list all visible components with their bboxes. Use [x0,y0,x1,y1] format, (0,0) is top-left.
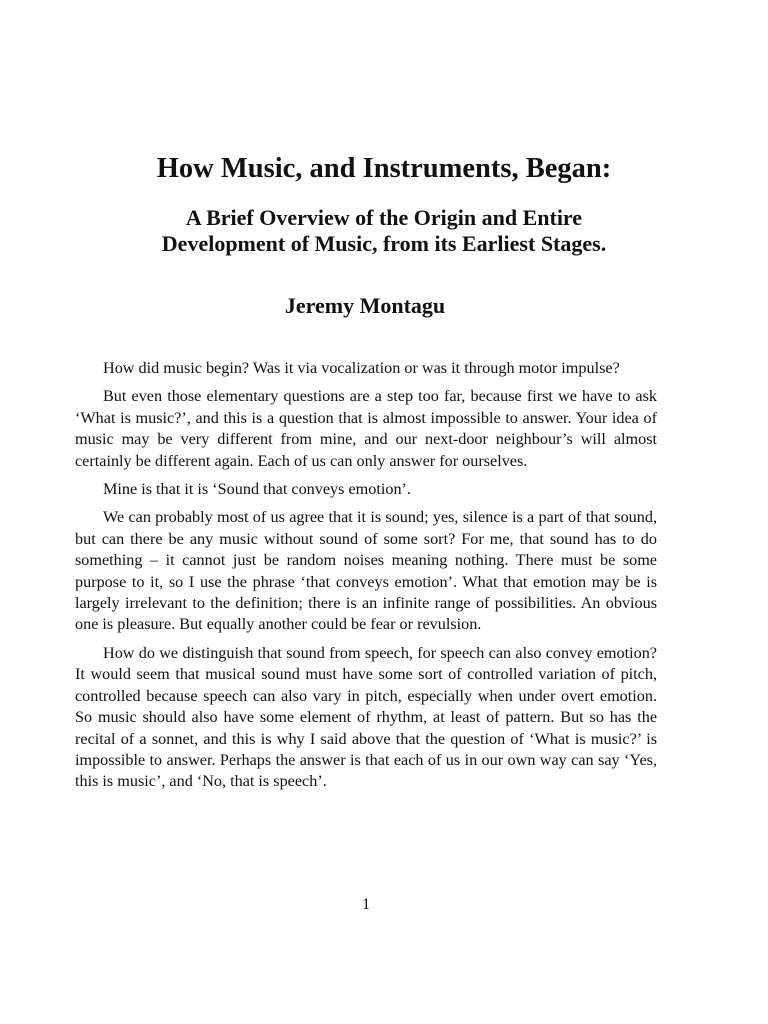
paragraph: Mine is that it is ‘Sound that conveys emotion’. [103,480,411,499]
page-number: 1 [361,895,371,913]
body-text [75,358,657,800]
document-title: How Music, and Instruments, Began: [156,153,612,184]
author-name: Jeremy Montagu [284,293,446,318]
document-subtitle [40,205,728,257]
paragraph: But even those elementary questions are a step too far, because first we have to ask ‘What is music?’, and this is a question that is almost impossible to answer. Your idea of music may be very different from mine, and our next-door neighbour’s will almost certainly be different again. Each of us can only answer for ourselves. [75,387,657,470]
paragraph: How did music begin? Was it via vocalization or was it through motor impulse? [103,359,620,377]
paragraph: We can probably most of us agree that it is sound; yes, silence is a part of that sound, but can there be any music without sound of some sort? For me, that sound has to do something – it cannot just be random noises meaning nothing. There must be some purpose to it, so I use the phrase ‘that conveys emotion’. What that emotion may be is largely irrelevant to the definition; there is an infinite range of possibilities. An obvious one is pleasure. But equally another could be fear or revulsion. [75,508,657,634]
paragraph: How do we distinguish that sound from speech, for speech can also convey emotion? It would seem that musical sound must have some sort of controlled variation of pitch, controlled because speech can also vary in pitch, especially when under overt emotion. So music should also have some element of rhythm, at least of pattern. But so has the recital of a sonnet, and this is why I said above that the question of ‘What is music?’ is impossible to answer. Perhaps the answer is that each of us in our own way can say ‘Yes, this is music’, and ‘No, that is speech’. [75,643,657,791]
subtitle-line-1: A Brief Overview of the Origin and Entire [185,205,583,230]
subtitle-line-2: Development of Music, from its Earliest Stages. [161,231,607,256]
